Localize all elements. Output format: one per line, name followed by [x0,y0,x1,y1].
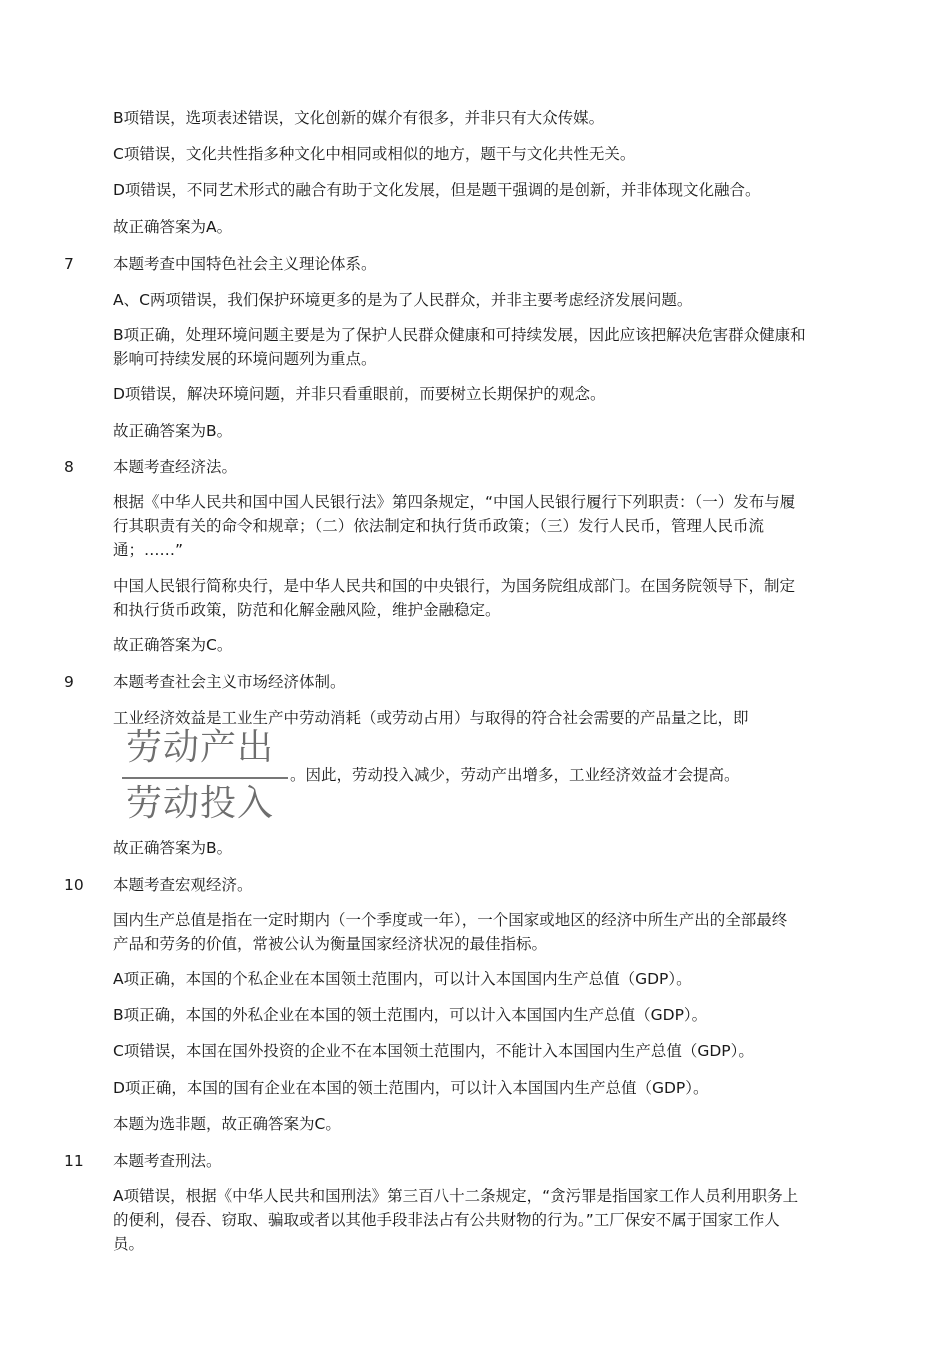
q8-law-quote: 根据《中华人民共和国中国人民银行法》第四条规定，“中国人民银行履行下列职责：（一）发布与履 行其职责有关的命令和规章；（二）依法制定和执行货币政策；（三）发行人民币，管理人民币流 通；……” [113,493,796,559]
q10-answer: 本题为选非题，故正确答案为C。 [113,1115,341,1133]
q7-number: 7 [64,255,74,273]
q10-option-b: B项正确，本国的外私企业在本国的领土范围内，可以计入本国国内生产总值（GDP）。 [113,1006,708,1024]
q8-answer: 故正确答案为C。 [113,636,233,654]
q9-conclusion: 。因此，劳动投入减少，劳动产出增多，工业经济效益才会提高。 [290,766,740,784]
q8-title: 本题考查经济法。 [113,458,238,476]
fraction-numerator: 劳动产出 [126,727,275,768]
q11-option-a: A项错误，根据《中华人民共和国刑法》第三百八十二条规定，“贪污罪是指国家工作人员利用职务上 的便利，侵吞、窃取、骗取或者以其他手段非法占有公共财物的行为。”工厂保安不属于国家工作人 员。 [113,1187,799,1253]
q7-option-b: B项正确，处理环境问题主要是为了保护人民群众健康和可持续发展，因此应该把解决危害群众健康和 影响可持续发展的环境问题列为重点。 [113,326,806,368]
q7-option-d: D项错误，解决环境问题，并非只看重眼前，而要树立长期保护的观念。 [113,385,606,403]
q8-number: 8 [64,458,74,476]
q10-option-d: D项正确，本国的国有企业在本国的领土范围内，可以计入本国国内生产总值（GDP）。 [113,1079,709,1097]
q9-title: 本题考查社会主义市场经济体制。 [113,673,346,691]
q6-option-c: C项错误，文化共性指多种文化中相同或相似的地方，题干与文化共性无关。 [113,145,636,163]
q7-answer: 故正确答案为B。 [113,422,233,440]
q9-number: 9 [64,673,74,691]
q10-number: 10 [64,876,84,894]
q10-option-c: C项错误，本国在国外投资的企业不在本国领土范围内，不能计入本国国内生产总值（GDP）。 [113,1042,754,1060]
q10-title: 本题考查宏观经济。 [113,876,253,894]
q8-central-bank: 中国人民银行简称央行，是中华人民共和国的中央银行，为国务院组成部门。在国务院领导下，制定 和执行货币政策，防范和化解金融风险，维护金融稳定。 [113,577,796,619]
q11-title: 本题考查刑法。 [113,1152,222,1170]
q9-efficiency-fraction [120,728,290,824]
fraction-bar [122,777,288,779]
fraction-denominator: 劳动投入 [126,783,275,824]
q9-definition: 工业经济效益是工业生产中劳动消耗（或劳动占用）与取得的符合社会需要的产品量之比，即 [113,709,749,727]
q7-option-ac: A、C两项错误，我们保护环境更多的是为了人民群众，并非主要考虑经济发展问题。 [113,291,693,309]
q10-option-a: A项正确，本国的个私企业在本国领土范围内，可以计入本国国内生产总值（GDP）。 [113,970,692,988]
q10-gdp-definition: 国内生产总值是指在一定时期内（一个季度或一年），一个国家或地区的经济中所生产出的全部最终 产品和劳务的价值，常被公认为衡量国家经济状况的最佳指标。 [113,911,788,953]
q6-option-b: B项错误，选项表述错误，文化创新的媒介有很多，并非只有大众传媒。 [113,109,605,127]
q9-answer: 故正确答案为B。 [113,839,233,857]
q6-answer: 故正确答案为A。 [113,218,233,236]
q6-option-d: D项错误，不同艺术形式的融合有助于文化发展，但是题干强调的是创新，并非体现文化融合。 [113,181,761,199]
q7-title: 本题考查中国特色社会主义理论体系。 [113,255,377,273]
q11-number: 11 [64,1152,84,1170]
